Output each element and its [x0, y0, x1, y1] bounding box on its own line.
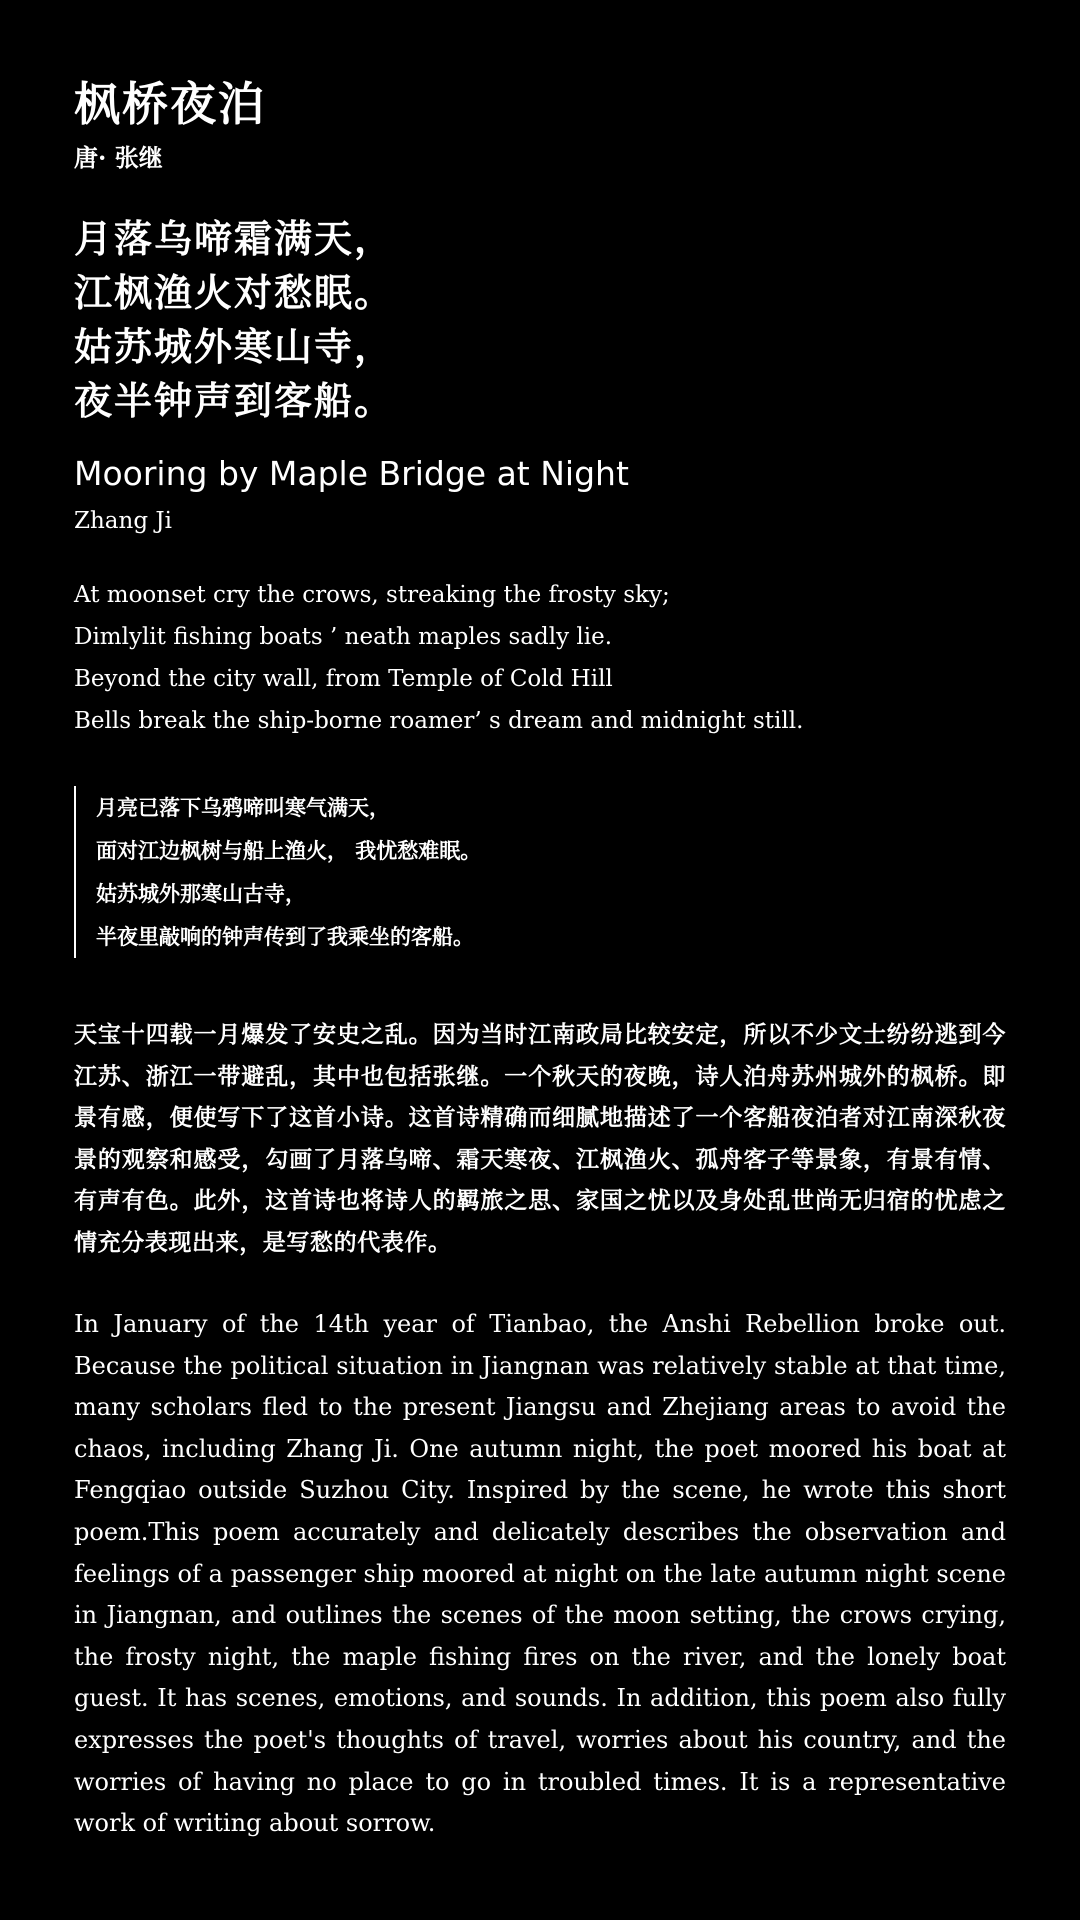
poem-line-zh: 夜半钟声到客船。 [74, 378, 395, 423]
poem-line-en: Bells break the ship-borne roamer’ s dream and midnight still. [74, 708, 804, 734]
modern-translation-quote [74, 786, 896, 958]
translation-line: 面对江边枫树与船上渔火， 我忧愁难眠。 [96, 838, 482, 863]
poem-line-en: Dimlylit fishing boats ’ neath maples sadly lie. [74, 624, 613, 650]
poem-author-en: Zhang Ji [74, 508, 172, 534]
background-paragraph-en: In January of the 14th year of Tianbao, the Anshi Rebellion broke out. Because the political situation in Jiangnan was relatively stable at that time, many scholars fled to the present Jiangsu and Zhejiang areas to avoid the chaos, including Zhang Ji. One autumn night, the poet moored his boat at Fengqiao outside Suzhou City. Inspired by the scene, he wrote this short poem.This poem accurately and delicately describes the observation and feelings of a passenger ship moored at night on the late autumn night scene in Jiangnan, and outlines the scenes of the moon setting, the crows crying, the frosty night, the maple fishing fires on the river, and the lonely boat guest. It has scenes, emotions, and sounds. In addition, this poem also fully expresses the poet's thoughts of travel, worries about his country, and the worries of having no place to go in troubled times. It is a representative work of writing about sorrow. [74, 1310, 1006, 1838]
poem-line-en: At moonset cry the crows, streaking the frosty sky; [74, 582, 670, 608]
poem-title-en: Mooring by Maple Bridge at Night [74, 454, 629, 493]
poem-lines-en [74, 574, 803, 742]
poem-line-en: Beyond the city wall, from Temple of Cold Hill [74, 666, 613, 692]
poem-title-zh: 枫桥夜泊 [74, 77, 266, 131]
poem-line-zh: 月落乌啼霜满天， [74, 216, 395, 261]
translation-line: 姑苏城外那寒山古寺， [96, 881, 306, 906]
poem-line-zh: 江枫渔火对愁眠。 [74, 270, 395, 315]
poem-lines-zh [74, 212, 394, 428]
background-paragraph-zh: 天宝十四载一月爆发了安史之乱。因为当时江南政局比较安定，所以不少文士纷纷逃到今江苏、浙江一带避乱，其中也包括张继。一个秋天的夜晚，诗人泊舟苏州城外的枫桥。即景有感，便使写下了这首小诗。这首诗精确而细腻地描述了一个客船夜泊者对江南深秋夜景的观察和感受，勾画了月落乌啼、霜天寒夜、江枫渔火、孤舟客子等景象，有景有情、有声有色。此外，这首诗也将诗人的羁旅之思、家国之忧以及身处乱世尚无归宿的忧虑之情充分表现出来，是写愁的代表作。 [74, 1021, 1006, 1256]
translation-line: 月亮已落下乌鸦啼叫寒气满天， [96, 795, 390, 820]
poem-line-zh: 姑苏城外寒山寺， [74, 324, 395, 369]
translation-line: 半夜里敲响的钟声传到了我乘坐的客船。 [96, 924, 474, 949]
poem-author-zh: 唐· 张继 [74, 143, 163, 172]
